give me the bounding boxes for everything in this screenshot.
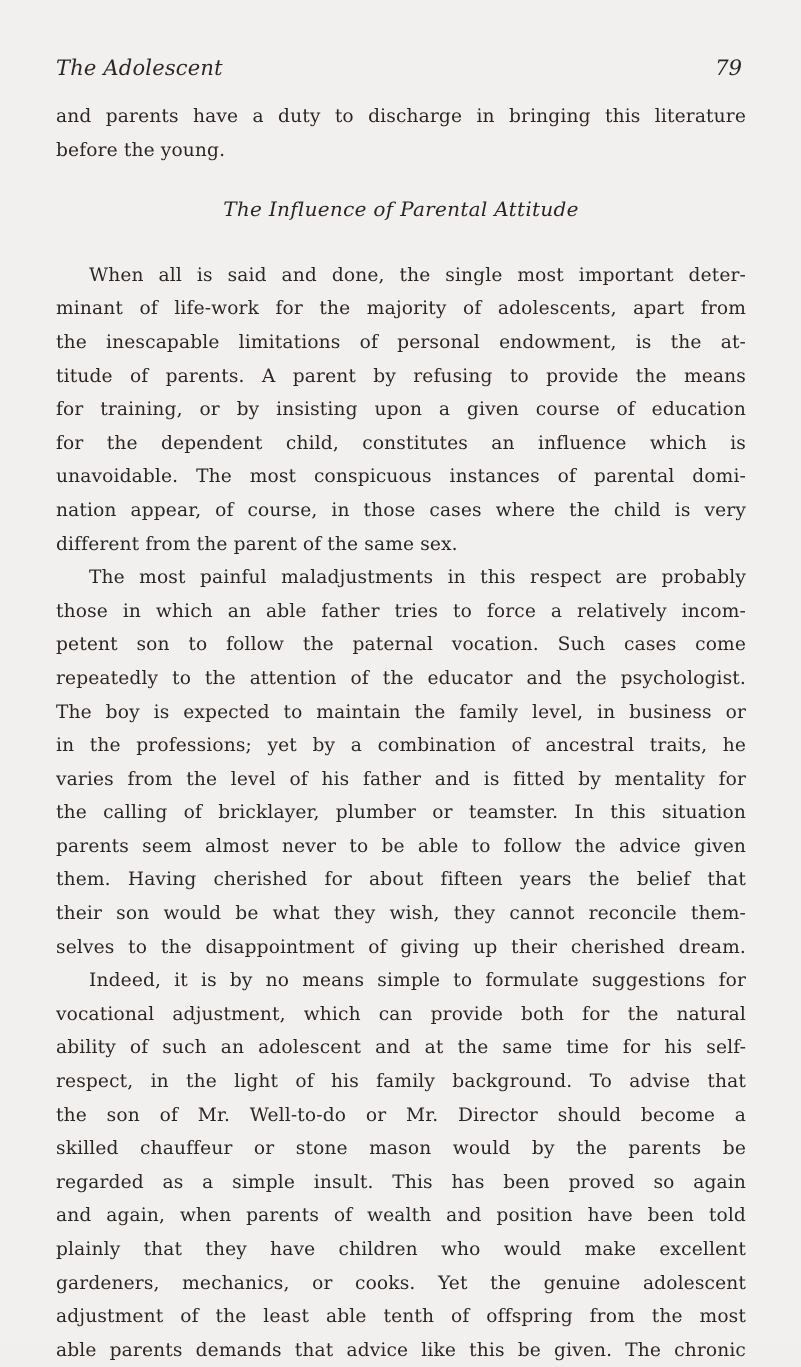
- text-line: The boy is expected to maintain the family level, in business or: [56, 701, 746, 723]
- section-heading: The Influence of Parental Attitude: [223, 197, 579, 222]
- text-line: adjustment of the least able tenth of offspring from the most: [56, 1306, 746, 1328]
- text-line: respect, in the light of his family background. To advise that: [56, 1071, 746, 1093]
- running-title: The Adolescent: [56, 56, 223, 80]
- text-line: nation appear, of course, in those cases where the child is very: [56, 499, 746, 521]
- running-head: [56, 56, 742, 86]
- text-line: the son of Mr. Well-to-do or Mr. Director should become a: [56, 1104, 746, 1126]
- paragraph-maladjustments: [56, 561, 746, 1367]
- text-line: those in which an able father tries to force a relatively incom-: [56, 600, 746, 622]
- text-line: before the young.: [56, 139, 226, 161]
- paragraph-parental-attitude: [56, 259, 746, 561]
- body-text: [56, 100, 746, 1367]
- text-line: When all is said and done, the single most important deter-: [89, 264, 746, 286]
- text-line: plainly that they have children who would make excellent: [56, 1239, 746, 1260]
- text-line: The most painful maladjustments in this respect are probably: [89, 567, 746, 589]
- text-line: repeatedly to the attention of the educator and the psychologist.: [56, 667, 746, 689]
- text-line: skilled chauffeur or stone mason would by the parents be: [56, 1138, 746, 1160]
- text-line: selves to the disappointment of giving up their cherished dream.: [56, 936, 746, 958]
- text-line: titude of parents. A parent by refusing to provide the means: [56, 365, 746, 387]
- continued-paragraph: [56, 100, 746, 167]
- text-line: for training, or by insisting upon a given course of education: [56, 399, 746, 421]
- text-line: for the dependent child, constitutes an influence which is: [56, 432, 746, 454]
- text-line: and parents have a duty to discharge in bringing this literature: [56, 106, 746, 127]
- text-line: unavoidable. The most conspicuous instances of parental domi-: [56, 466, 746, 488]
- page-number: 79: [715, 56, 742, 80]
- text-line: regarded as a simple insult. This has been proved so again: [56, 1171, 746, 1193]
- text-line: and again, when parents of wealth and position have been told: [56, 1205, 746, 1227]
- text-line: able parents demands that advice like this be given. The chronic: [56, 1339, 746, 1361]
- text-line: the calling of bricklayer, plumber or teamster. In this situation: [56, 802, 746, 824]
- text-line: minant of life-work for the majority of adolescents, apart from: [56, 298, 746, 320]
- text-line: ability of such an adolescent and at the same time for his self-: [56, 1037, 746, 1059]
- text-line: the inescapable limitations of personal endowment, is the at-: [56, 331, 746, 353]
- text-line: petent son to follow the paternal vocation. Such cases come: [56, 634, 746, 656]
- text-line: in the professions; yet by a combination of ancestral traits, he: [56, 735, 746, 757]
- text-line: them. Having cherished for about fifteen years the belief that: [56, 869, 746, 891]
- text-line: vocational adjustment, which can provide both for the natural: [56, 1003, 746, 1025]
- text-line: their son would be what they wish, they cannot reconcile them-: [56, 903, 746, 925]
- text-line: gardeners, mechanics, or cooks. Yet the genuine adolescent: [56, 1272, 746, 1294]
- text-line: parents seem almost never to be able to follow the advice given: [56, 835, 746, 857]
- text-line: varies from the level of his father and is fitted by mentality for: [56, 768, 746, 790]
- text-line: Indeed, it is by no means simple to formulate suggestions for: [89, 970, 746, 992]
- text-line: different from the parent of the same sex.: [56, 533, 458, 555]
